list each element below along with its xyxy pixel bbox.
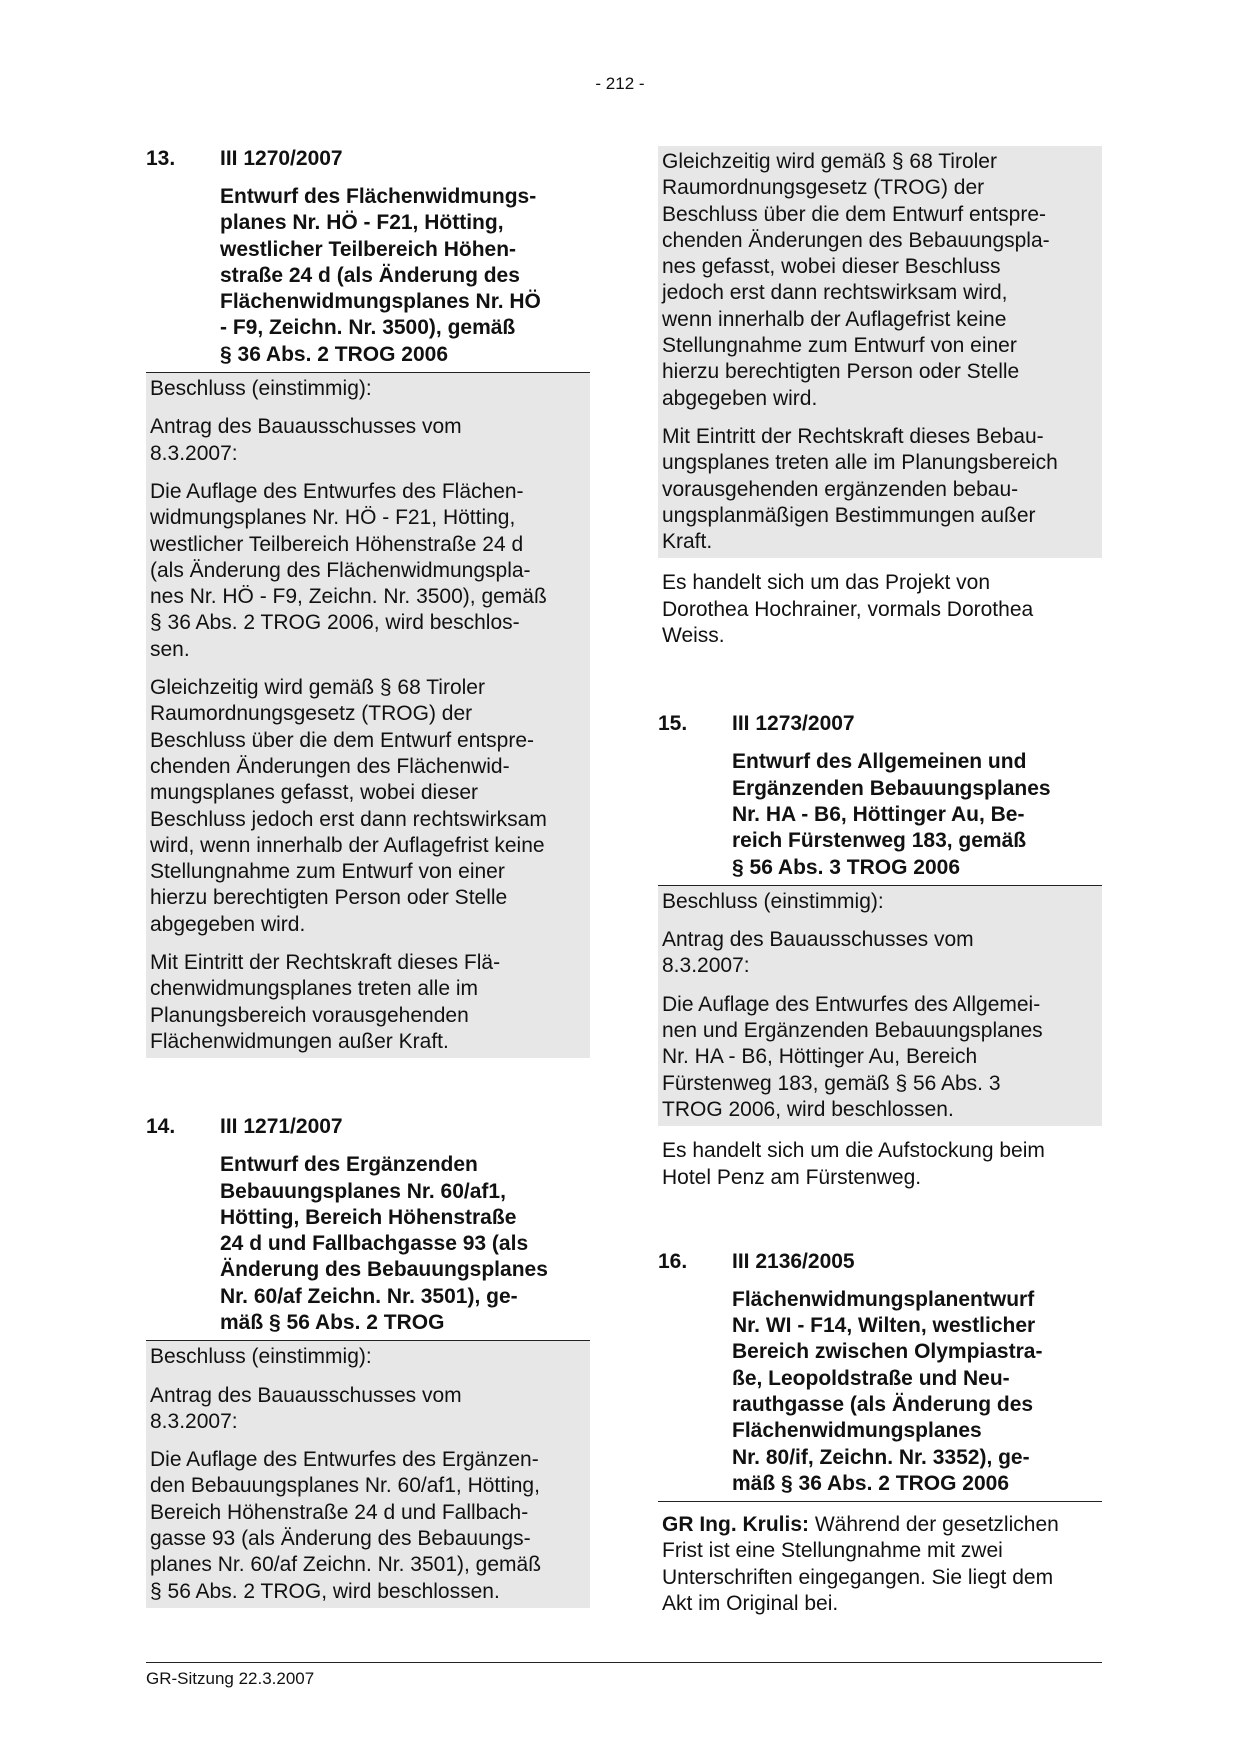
beschluss-label: Beschluss (einstimmig): — [662, 889, 884, 913]
page-number: - 212 - — [595, 74, 645, 93]
title-line: Nr. 80/if, Zeichn. Nr. 3352), ge- — [732, 1445, 1030, 1469]
resolution-paragraph: Die Auflage des Entwurfes des Allgemei- nen und Ergänzenden Bebauungsplanes Nr. HA - B6, Höttinger Au, Bereich Fürstenweg 183, gemäß § 56 Abs. 3 TROG 2006, wird beschlossen. — [662, 992, 1043, 1121]
title-line: Flächenwidmungsplanes Nr. HÖ — [220, 290, 541, 314]
title-line: Bereich zwischen Olympiastra- — [732, 1340, 1043, 1364]
title-line: planes Nr. HÖ - F21, Hötting, — [220, 211, 504, 235]
beschluss-label: Beschluss (einstimmig): — [150, 1345, 372, 1369]
title-line: Änderung des Bebauungsplanes — [220, 1258, 548, 1282]
antrag-text: Antrag des Bauausschusses vom 8.3.2007: — [662, 928, 974, 978]
footer-divider — [146, 1662, 1102, 1663]
title-line: Entwurf des Allgemeinen und — [732, 750, 1027, 774]
title-line: § 36 Abs. 2 TROG 2006 — [220, 342, 448, 366]
resolution-block — [658, 886, 1102, 1126]
item-title — [146, 1152, 590, 1341]
item-number: 15. — [658, 712, 688, 736]
title-line: Entwurf des Ergänzenden — [220, 1153, 478, 1177]
title-line: Nr. 60/af Zeichn. Nr. 3501), ge- — [220, 1284, 518, 1308]
speaker-statement: GR Ing. Krulis: Während der gesetzlichen Frist ist eine Stellungnahme mit zwei Unterschriften eingegangen. Sie liegt dem Akt im Original bei. — [662, 1513, 1059, 1616]
resolution-block-continued — [658, 146, 1102, 558]
resolution-block — [146, 373, 590, 1058]
title-line: westlicher Teilbereich Höhen- — [220, 237, 517, 261]
item-13-header — [146, 146, 590, 373]
project-note: Es handelt sich um die Aufstockung beim Hotel Penz am Fürstenweg. — [662, 1139, 1045, 1189]
beschluss-label: Beschluss (einstimmig): — [150, 377, 372, 401]
item-14-header — [146, 1114, 590, 1341]
title-line: ße, Leopoldstraße und Neu- — [732, 1366, 1010, 1390]
left-column — [146, 146, 590, 1608]
item-reference: III 2136/2005 — [732, 1249, 855, 1273]
item-16-header — [658, 1249, 1102, 1502]
resolution-paragraph: Gleichzeitig wird gemäß § 68 Tiroler Raumordnungsgesetz (TROG) der Beschluss über die dem Entwurf entspre- chenden Änderungen des Bebauungspla- nes gefasst, wobei dieser Beschluss jedoch erst dann rechtswirksam wird, wenn innerhalb der Auflagefrist keine Stellungnahme zum Entwurf von einer hierzu berechtigten Person oder Stelle abgegeben wird. — [662, 150, 1050, 410]
item-reference: III 1273/2007 — [732, 712, 855, 736]
resolution-paragraph: Die Auflage des Entwurfes des Ergänzen- den Bebauungsplanes Nr. 60/af1, Hötting, Bereich Höhenstraße 24 d und Fallbach- gasse 93 (als Änderung des Bebauungs- planes Nr. 60/af Zeichn. Nr. 3501), gemäß § 56 Abs. 2 TROG, wird beschlossen. — [150, 1448, 542, 1603]
title-line: Flächenwidmungsplanentwurf — [732, 1287, 1035, 1311]
title-line: 24 d und Fallbachgasse 93 (als — [220, 1232, 529, 1256]
antrag-text: Antrag des Bauausschusses vom 8.3.2007: — [150, 415, 462, 465]
item-title — [146, 184, 590, 373]
item-title — [658, 1287, 1102, 1502]
title-line: Hötting, Bereich Höhenstraße — [220, 1205, 517, 1229]
title-line: Entwurf des Flächenwidmungs- — [220, 185, 537, 208]
item-number: 13. — [146, 147, 176, 170]
item-number: 14. — [146, 1115, 176, 1139]
resolution-paragraph: Mit Eintritt der Rechtskraft dieses Flä- chenwidmungsplanes treten alle im Planungsbereich vorausgehenden Flächenwidmungen außer Kraft. — [150, 951, 501, 1053]
title-line: reich Fürstenweg 183, gemäß — [732, 829, 1027, 853]
item-15-header — [658, 711, 1102, 885]
title-line: Bebauungsplanes Nr. 60/af1, — [220, 1179, 506, 1203]
title-line: Nr. HA - B6, Höttinger Au, Be- — [732, 802, 1025, 826]
title-line: mäß § 36 Abs. 2 TROG 2006 — [732, 1471, 1010, 1495]
footer-session: GR-Sitzung 22.3.2007 — [146, 1669, 315, 1688]
title-line: Ergänzenden Bebauungsplanes — [732, 776, 1051, 800]
resolution-paragraph: Mit Eintritt der Rechtskraft dieses Bebau- ungsplanes treten alle im Planungsbereich vorausgehenden ergänzenden bebau- ungsplanmäßigen Bestimmungen außer Kraft. — [662, 424, 1058, 554]
item-number: 16. — [658, 1249, 688, 1273]
title-line: - F9, Zeichn. Nr. 3500), gemäß — [220, 316, 516, 340]
antrag-text: Antrag des Bauausschusses vom 8.3.2007: — [150, 1383, 462, 1433]
title-line: Nr. WI - F14, Wilten, westlicher — [732, 1314, 1036, 1338]
speaker-name: GR Ing. Krulis: — [662, 1513, 809, 1537]
title-line: rauthgasse (als Änderung des — [732, 1392, 1034, 1416]
resolution-block — [146, 1341, 590, 1608]
right-column — [658, 146, 1102, 1617]
title-line: Flächenwidmungsplanes — [732, 1419, 982, 1443]
title-line: mäß § 56 Abs. 2 TROG — [220, 1310, 445, 1334]
item-title — [658, 749, 1102, 885]
title-line: § 56 Abs. 3 TROG 2006 — [732, 855, 960, 879]
project-note: Es handelt sich um das Projekt von Dorothea Hochrainer, vormals Dorothea Weiss. — [662, 571, 1034, 648]
resolution-paragraph: Gleichzeitig wird gemäß § 68 Tiroler Raumordnungsgesetz (TROG) der Beschluss über die dem Entwurf entspre- chenden Änderungen des Flächenwid- mungsplanes gefasst, wobei dieser Beschluss jedoch erst dann rechtswirksam wird, wenn innerhalb der Auflagefrist keine Stellungnahme zum Entwurf von einer hierzu berechtigten Person oder Stelle abgegeben wird. — [150, 676, 547, 936]
resolution-paragraph: Die Auflage des Entwurfes des Flächen- widmungsplanes Nr. HÖ - F21, Hötting, westlicher Teilbereich Höhenstraße 24 d (als Änderung des Flächenwidmungspla- nes Nr. HÖ - F9, Zeichn. Nr. 3500), gemäß § 36 Abs. 2 TROG 2006, wird beschlos- sen. — [150, 479, 547, 661]
item-reference: III 1271/2007 — [220, 1115, 343, 1139]
item-reference: III 1270/2007 — [220, 147, 343, 170]
title-line: straße 24 d (als Änderung des — [220, 263, 520, 287]
